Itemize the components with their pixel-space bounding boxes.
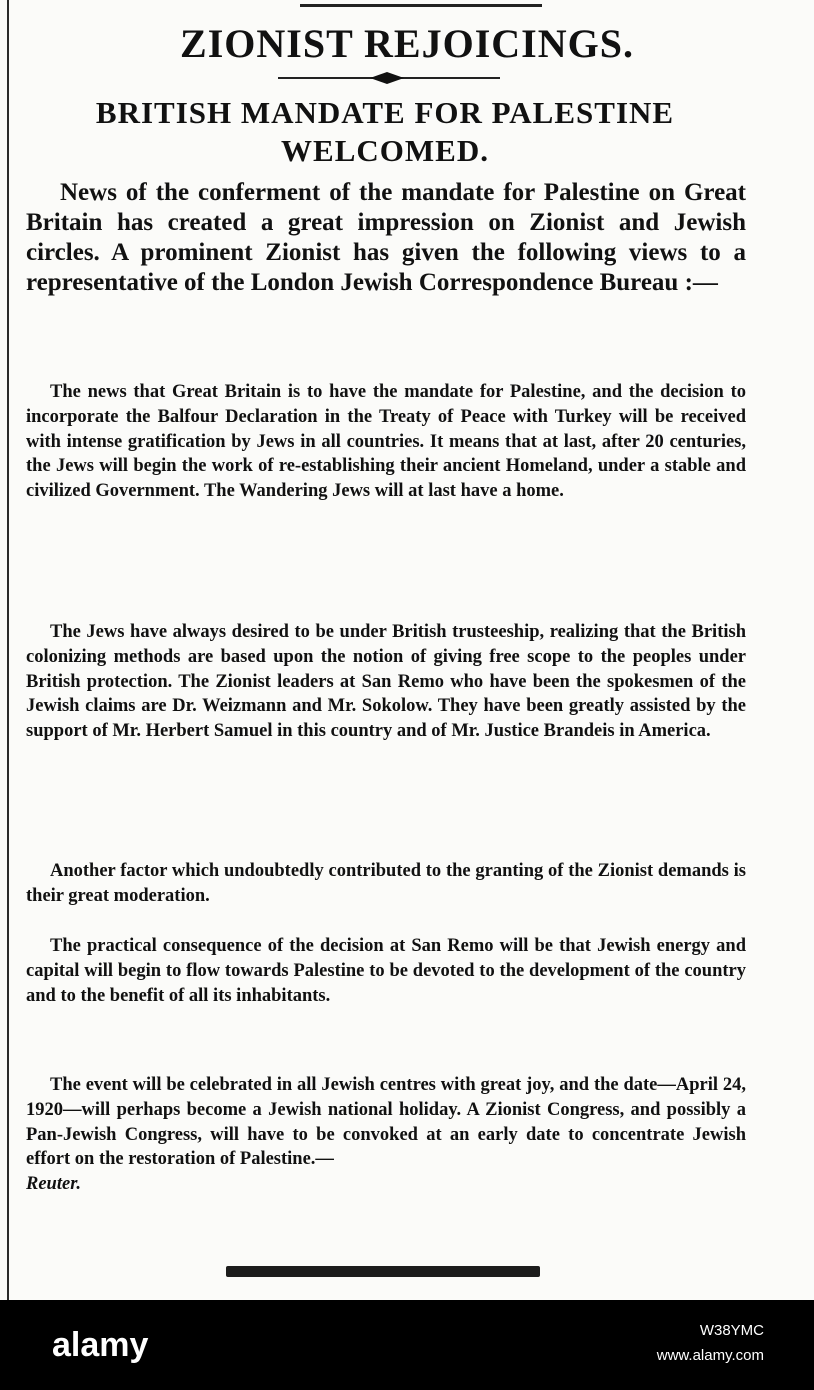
diamond-ornament-icon — [370, 72, 404, 84]
body-paragraph: The practical consequence of the decision at San Remo will be that Jewish energy and capital will begin to flow towards Palestine to be devoted to the development of the country and to the benefit of all its inhabitants. — [26, 936, 746, 1006]
diamond-divider — [278, 72, 500, 84]
column-rule — [7, 0, 9, 1300]
body-paragraph: The news that Great Britain is to have the mandate for Palestine, and the decision to incorporate the Balfour Declaration in the Treaty of Peace with Turkey will be received with intense gratification by Jews in all countries. It means that at last, after 20 centuries, the Jews will begin the work of re-establishing their ancient Homeland, under a stable and civilized Government. The Wandering Jews will at last have a home. — [26, 382, 746, 502]
image-id: W38YMC — [699, 1322, 764, 1339]
body-paragraph-text: The event will be celebrated in all Jewish centres with great joy, and the date—April 24, 1920—will perhaps become a Jewish national holiday. A Zionist Congress, and possibly a Pan-Jewish Congress, will have to be convoked at an early date to concentrate Jewish effort on the restoration of Palestine.— — [26, 1075, 746, 1170]
end-rule — [226, 1266, 540, 1277]
top-rule — [300, 4, 542, 7]
svg-text:alamy: alamy — [52, 1326, 149, 1364]
subheadline: BRITISH MANDATE FOR PALESTINE WELCOMED. — [95, 95, 675, 168]
watermark-bar — [0, 1300, 814, 1390]
alamy-logo — [52, 1322, 162, 1366]
body-paragraph — [26, 1073, 746, 1197]
lead-paragraph: News of the conferment of the mandate for Palestine on Great Britain has created a great impression on Zionist and Jewish circles. A prominent Zionist has given the following views to a representative of the London Jewish Correspondence Bureau :— — [26, 179, 746, 296]
body-paragraph: Another factor which undoubtedly contributed to the granting of the Zionist demands is their great moderation. — [26, 861, 746, 906]
headline: ZIONIST REJOICINGS. — [180, 21, 634, 66]
byline: Reuter. — [26, 1174, 81, 1195]
watermark-url: www.alamy.com — [656, 1347, 764, 1364]
body-paragraph: The Jews have always desired to be under British trusteeship, realizing that the British colonizing methods are based upon the notion of giving free scope to the peoples under British protection. The Zionist leaders at San Remo who have been the spokesmen of the Jewish claims are Dr. Weizmann and Mr. Sokolow. They have been greatly assisted by the support of Mr. Herbert Samuel in this country and of Mr. Justice Brandeis in America. — [26, 622, 746, 742]
